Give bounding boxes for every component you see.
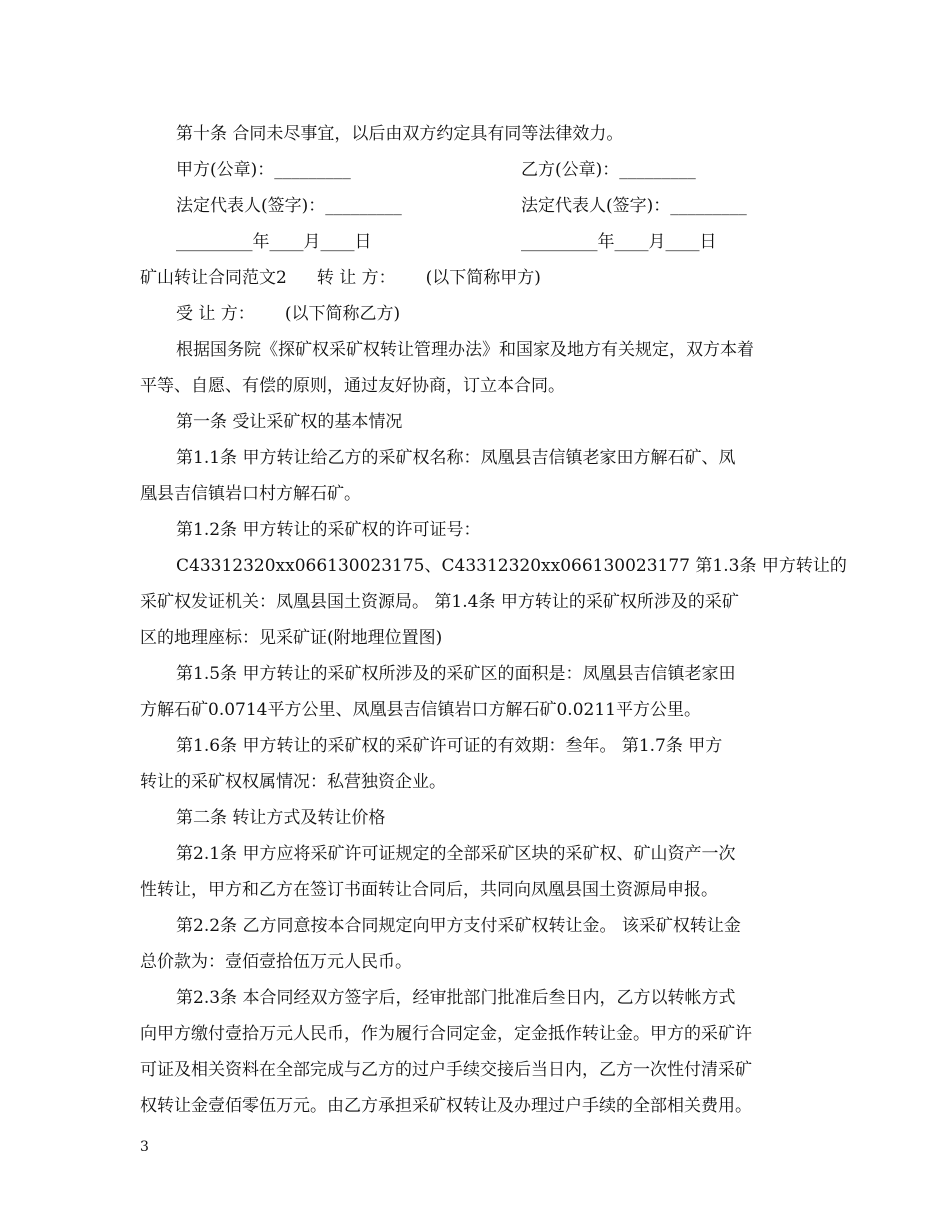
contract-2-title: 矿山转让合同范文2	[140, 268, 287, 288]
clause-2-3-line-1: 第2.3条 本合同经双方签字后，经审批部门批准后叁日内，乙方以转帐方式	[176, 988, 736, 1008]
clause-2-3-line-3: 可证及相关资料在全部完成与乙方的过户手续交接后当日内，乙方一次性付清采矿	[140, 1060, 752, 1080]
clause-2-2-line-1: 第2.2条 乙方同意按本合同规定向甲方支付采矿权转让金。 该采矿权转让金	[176, 916, 741, 936]
article-2-heading: 第二条 转让方式及转让价格	[176, 808, 386, 828]
transferee-note: (以下简称乙方)	[284, 304, 401, 324]
license-numbers-line: C43312320xx066130023175、C43312320xx066130023177 第1.3条 甲方转让的	[176, 556, 847, 576]
clause-1-5-line-2: 方解石矿0.0714平方公里、凤凰县吉信镇岩口方解石矿0.0211平方公里。	[140, 700, 701, 720]
transferee-label: 受 让 方：	[176, 304, 255, 324]
party-a-date-field: _________年____月____日	[176, 232, 372, 252]
party-a-representative-field: 法定代表人(签字)：_________	[176, 196, 402, 216]
contract-2-heading-line	[140, 260, 812, 296]
article-10-text: 第十条 合同未尽事宜，以后由双方约定具有同等法律效力。	[176, 124, 624, 144]
party-b-seal-field: 乙方(公章)：_________	[521, 160, 696, 180]
signature-seal-row	[140, 152, 812, 188]
clause-1-7-line: 转让的采矿权权属情况：私营独资企业。	[140, 772, 446, 792]
clause-1-4-line: 区的地理座标：见采矿证(附地理位置图)	[140, 628, 443, 648]
clause-1-1-line-1: 第1.1条 甲方转让给乙方的采矿权名称：凤凰县吉信镇老家田方解石矿、凤	[176, 448, 736, 468]
transferee-line	[140, 296, 812, 332]
party-b-date-field: _________年____月____日	[521, 232, 717, 252]
document-body	[140, 116, 847, 1124]
clause-1-3-line: 采矿权发证机关：凤凰县国土资源局。 第1.4条 甲方转让的采矿权所涉及的采矿	[140, 592, 739, 612]
clause-1-6-line-1: 第1.6条 甲方转让的采矿权的采矿许可证的有效期：叁年。 第1.7条 甲方	[176, 736, 723, 756]
clause-2-3-line-2: 向甲方缴付壹拾万元人民币，作为履行合同定金，定金抵作转让金。甲方的采矿许	[140, 1024, 752, 1044]
transferor-label: 转 让 方：	[316, 268, 396, 288]
preamble-line-2: 平等、自愿、有偿的原则，通过友好协商，订立本合同。	[140, 376, 565, 396]
party-b-representative-field: 法定代表人(签字)：_________	[521, 196, 747, 216]
clause-1-5-line-1: 第1.5条 甲方转让的采矿权所涉及的采矿区的面积是：凤凰县吉信镇老家田	[176, 664, 736, 684]
transferor-note: (以下简称甲方)	[425, 268, 541, 288]
clause-2-1-line-2: 性转让，甲方和乙方在签订书面转让合同后，共同向凤凰县国土资源局申报。	[140, 880, 718, 900]
page-number: 3	[140, 1139, 149, 1155]
clause-2-3-line-4: 权转让金壹佰零伍万元。由乙方承担采矿权转让及办理过户手续的全部相关费用。	[140, 1096, 752, 1116]
preamble-line-1: 根据国务院《探矿权采矿权转让管理办法》和国家及地方有关规定，双方本着	[176, 340, 754, 360]
clause-2-1-line-1: 第2.1条 甲方应将采矿许可证规定的全部采矿区块的采矿权、矿山资产一次	[176, 844, 736, 864]
party-a-seal-field: 甲方(公章)：_________	[176, 160, 351, 180]
clause-2-2-line-2: 总价款为：壹佰壹拾伍万元人民币。	[140, 952, 412, 972]
date-row	[140, 224, 812, 260]
clause-1-2-text: 第1.2条 甲方转让的采矿权的许可证号：	[176, 520, 481, 540]
clause-1-1-line-2: 凰县吉信镇岩口村方解石矿。	[140, 484, 361, 504]
legal-representative-row	[140, 188, 812, 224]
article-1-heading: 第一条 受让采矿权的基本情况	[176, 412, 403, 432]
